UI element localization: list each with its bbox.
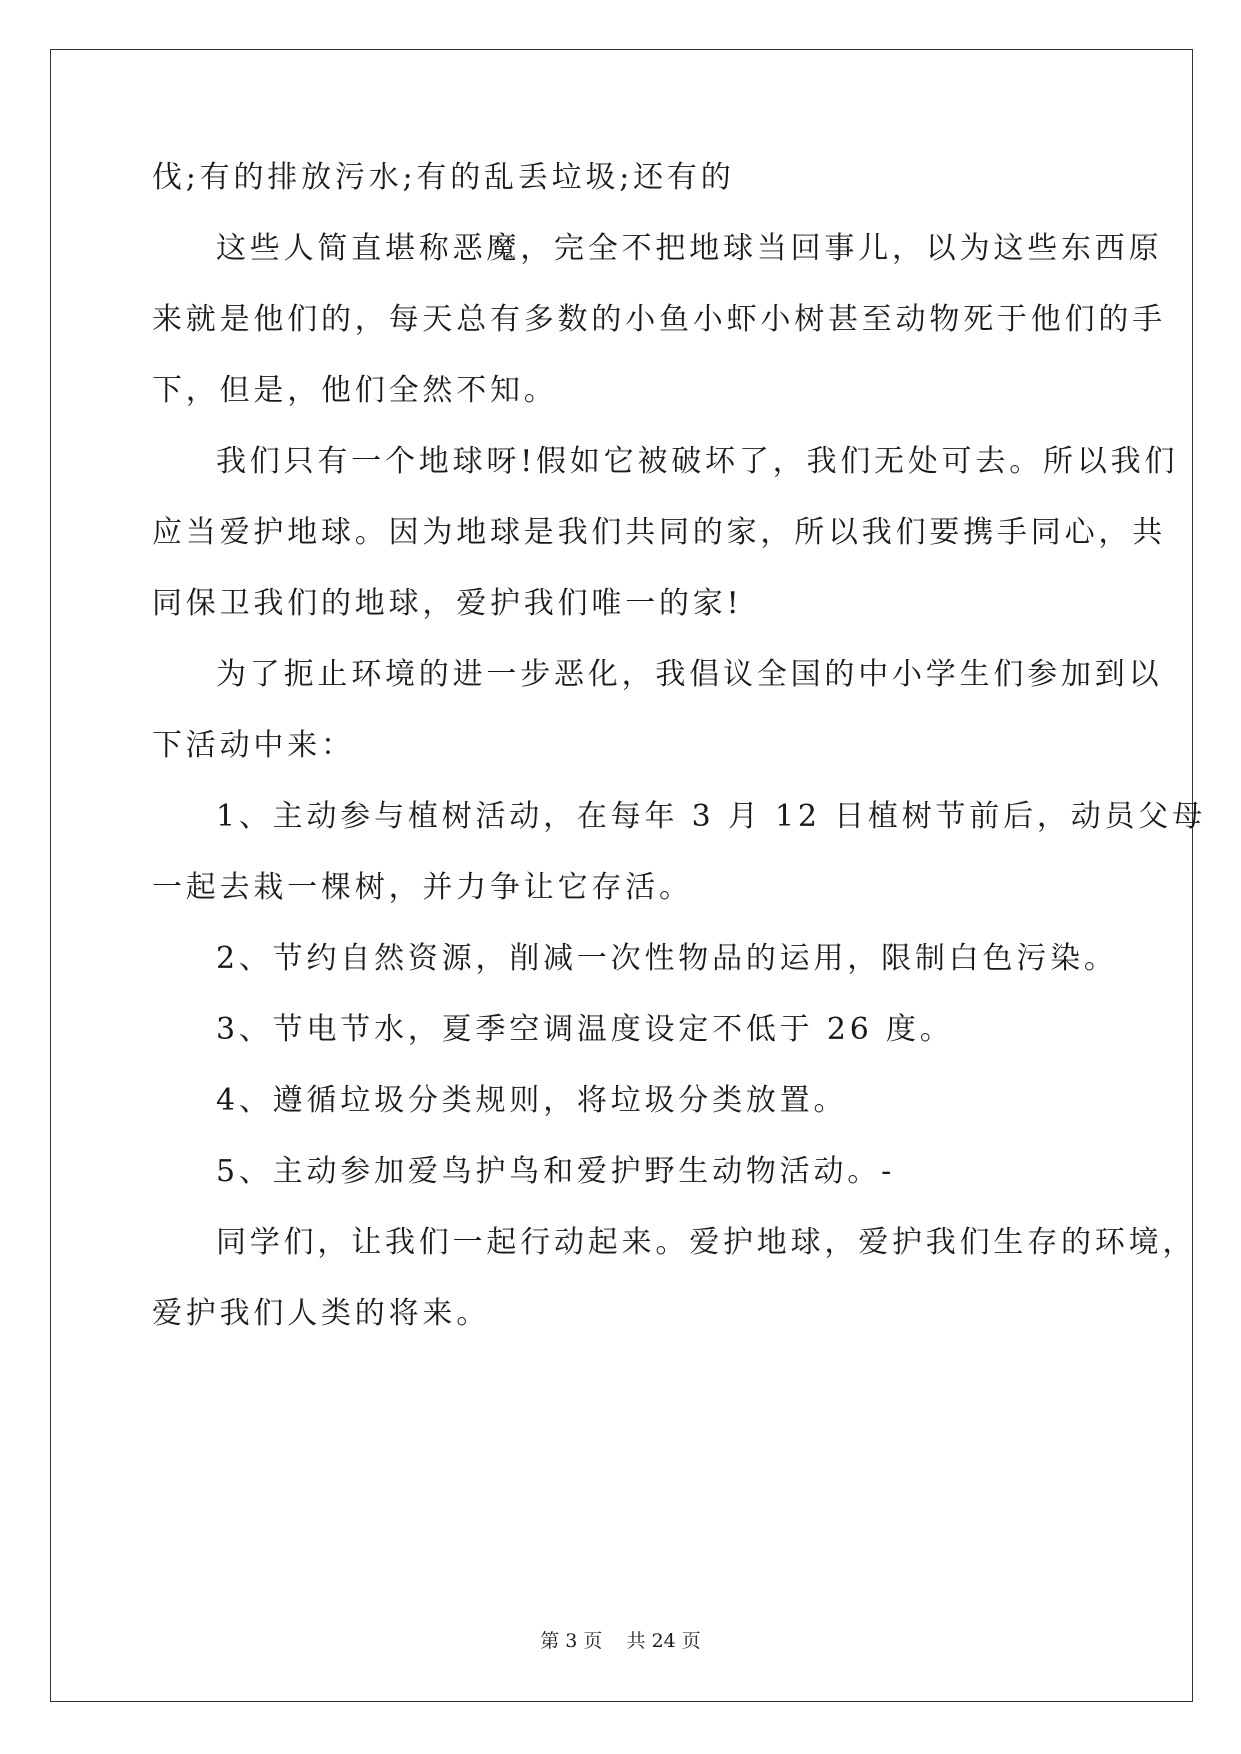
text-line: 下，但是，他们全然不知。 <box>152 373 558 408</box>
text-line: 伐;有的排放污水;有的乱丢垃圾;还有的 <box>152 160 735 195</box>
text-line: 同学们，让我们一起行动起来。爱护地球，爱护我们生存的环境， <box>216 1225 1197 1260</box>
text-line: 1、主动参与植树活动，在每年 3 月 12 日植树节前后，动员父母 <box>216 799 1206 834</box>
text-line: 一起去栽一棵树，并力争让它存活。 <box>152 870 693 905</box>
text-line: 2、节约自然资源，削减一次性物品的运用，限制白色污染。 <box>216 941 1118 976</box>
text-line: 应当爱护地球。因为地球是我们共同的家，所以我们要携手同心，共 <box>152 515 1166 550</box>
page-total: 共 24 页 <box>626 1630 701 1652</box>
text-line: 来就是他们的，每天总有多数的小鱼小虾小树甚至动物死于他们的手 <box>152 302 1166 337</box>
page-footer <box>0 1631 1241 1651</box>
page-number: 第 3 页 <box>540 1630 603 1652</box>
text-line: 3、节电节水，夏季空调温度设定不低于 26 度。 <box>216 1012 954 1047</box>
text-line: 爱护我们人类的将来。 <box>152 1296 490 1331</box>
text-line: 这些人简直堪称恶魔，完全不把地球当回事儿，以为这些东西原 <box>216 231 1163 266</box>
text-line: 同保卫我们的地球，爱护我们唯一的家! <box>152 586 743 621</box>
text-line: 为了扼止环境的进一步恶化，我倡议全国的中小学生们参加到以 <box>216 657 1163 692</box>
text-line: 我们只有一个地球呀!假如它被破坏了，我们无处可去。所以我们 <box>216 444 1179 479</box>
text-line: 下活动中来： <box>152 728 355 763</box>
text-line: 4、遵循垃圾分类规则，将垃圾分类放置。 <box>216 1083 848 1118</box>
text-line: 5、主动参加爱鸟护鸟和爱护野生动物活动。- <box>216 1154 896 1189</box>
